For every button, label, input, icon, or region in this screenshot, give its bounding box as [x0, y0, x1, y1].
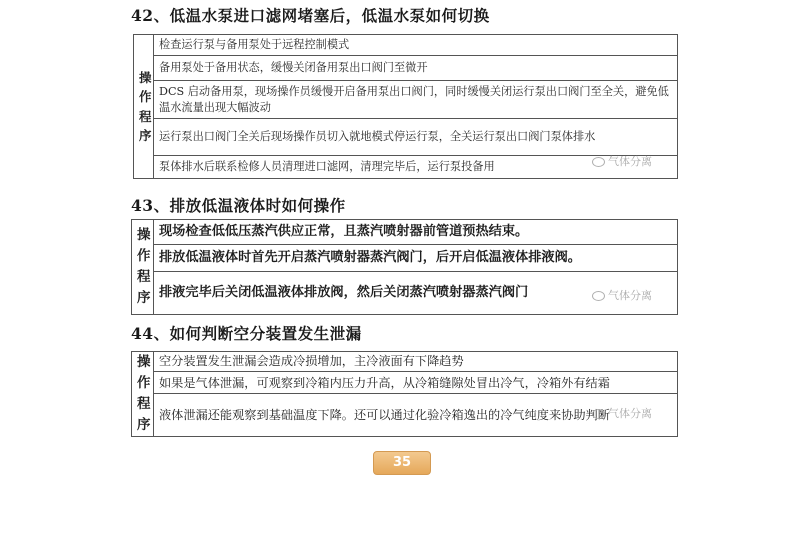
step-4: 运行泵出口阀门全关后现场操作员切入就地模式停运行泵，全关运行泵出口阀门泵体排水	[154, 119, 678, 156]
wechat-icon	[592, 157, 605, 167]
step-5: 泵体排水后联系检修人员清理进口滤网，清理完毕后，运行泵投备用	[154, 156, 678, 179]
wechat-icon	[592, 409, 605, 419]
step-2: 备用泵处于备用状态，缓慢关闭备用泵出口阀门至微开	[154, 56, 678, 81]
step-3: DCS 启动备用泵，现场操作员缓慢开启备用泵出口阀门，同时缓慢关闭运行泵出口阀门至全关，避免低温水流量出现大幅波动	[154, 81, 678, 119]
step-3: 排液完毕后关闭低温液体排放阀，然后关闭蒸汽喷射器蒸汽阀门	[154, 272, 678, 315]
wechat-icon	[592, 291, 605, 301]
watermark-q42: 气体分离	[592, 153, 652, 169]
step-3: 液体泄漏还能观察到基础温度下降。还可以通过化验冷箱逸出的冷气纯度来协助判断	[154, 394, 678, 436]
procedure-table-q44	[131, 351, 678, 437]
procedure-label: 操 作 程 序	[134, 35, 154, 179]
step-1: 空分装置发生泄漏会造成冷损增加，主冷液面有下降趋势	[154, 352, 678, 372]
watermark-q43: 气体分离	[592, 287, 652, 303]
procedure-label: 操 作 程 序	[132, 220, 154, 315]
step-1: 现场检查低低压蒸汽供应正常，且蒸汽喷射器前管道预热结束。	[154, 220, 678, 245]
page-number-badge: 35	[373, 451, 431, 475]
heading-q43: 43、排放低温液体时如何操作	[131, 196, 346, 215]
watermark-q44: 气体分离	[592, 405, 652, 421]
step-1: 检查运行泵与备用泵处于远程控制模式	[154, 35, 678, 56]
step-2: 排放低温液体时首先开启蒸汽喷射器蒸汽阀门，后开启低温液体排液阀。	[154, 245, 678, 272]
step-2: 如果是气体泄漏，可观察到冷箱内压力升高，从冷箱缝隙处冒出冷气，冷箱外有结霜	[154, 372, 678, 394]
heading-q42: 42、低温水泵进口滤网堵塞后，低温水泵如何切换	[131, 6, 490, 25]
procedure-label: 操 作 程 序	[132, 352, 154, 437]
heading-q44: 44、如何判断空分装置发生泄漏	[131, 324, 362, 343]
